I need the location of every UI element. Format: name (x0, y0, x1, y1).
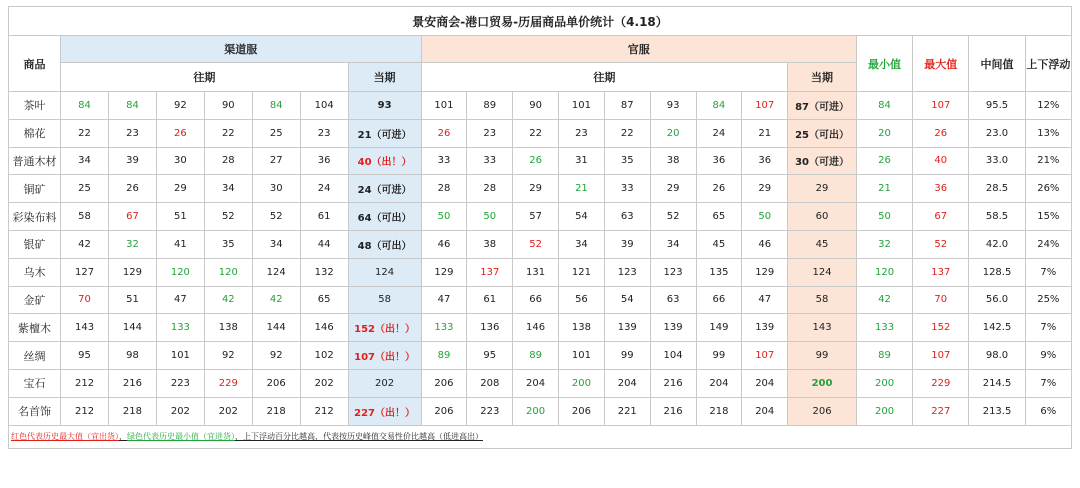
table-row (9, 175, 1072, 203)
official-past-price: 52 (650, 203, 696, 231)
product-name: 彩染布料 (9, 203, 61, 231)
channel-past-price: 101 (156, 342, 204, 370)
official-past-price: 93 (650, 92, 696, 120)
official-past-price: 33 (467, 147, 513, 175)
official-past-price: 34 (650, 230, 696, 258)
channel-past-price: 229 (204, 369, 252, 397)
official-past-price: 46 (742, 230, 788, 258)
product-name: 银矿 (9, 230, 61, 258)
official-past-price: 21 (559, 175, 605, 203)
channel-past-price: 22 (61, 119, 109, 147)
fluctuation-value: 7% (1025, 369, 1071, 397)
channel-current-price: 58 (348, 286, 421, 314)
header-official-past: 往期 (421, 63, 788, 92)
fluctuation-value: 15% (1025, 203, 1071, 231)
official-past-price: 208 (467, 369, 513, 397)
official-past-price: 45 (696, 230, 742, 258)
max-value: 137 (913, 258, 969, 286)
official-past-price: 129 (742, 258, 788, 286)
header-official-current: 当期 (788, 63, 857, 92)
product-name: 紫檀木 (9, 314, 61, 342)
median-value: 58.5 (969, 203, 1025, 231)
official-current-price: 45 (788, 230, 857, 258)
max-value: 70 (913, 286, 969, 314)
channel-past-price: 47 (156, 286, 204, 314)
channel-current-price: 202 (348, 369, 421, 397)
max-value: 107 (913, 342, 969, 370)
official-current-price: 60 (788, 203, 857, 231)
median-value: 42.0 (969, 230, 1025, 258)
official-current-price: 87（可进） (788, 92, 857, 120)
max-value: 40 (913, 147, 969, 175)
official-past-price: 21 (742, 119, 788, 147)
median-value: 98.0 (969, 342, 1025, 370)
max-value: 107 (913, 92, 969, 120)
channel-past-price: 202 (204, 397, 252, 425)
official-past-price: 129 (421, 258, 467, 286)
official-past-price: 31 (559, 147, 605, 175)
channel-past-price: 120 (156, 258, 204, 286)
table-row (9, 342, 1072, 370)
product-name: 茶叶 (9, 92, 61, 120)
official-past-price: 63 (604, 203, 650, 231)
official-past-price: 139 (742, 314, 788, 342)
channel-past-price: 42 (61, 230, 109, 258)
channel-past-price: 98 (109, 342, 157, 370)
table-row (9, 92, 1072, 120)
channel-past-price: 30 (252, 175, 300, 203)
median-value: 213.5 (969, 397, 1025, 425)
official-past-price: 200 (513, 397, 559, 425)
official-past-price: 38 (467, 230, 513, 258)
official-past-price: 50 (467, 203, 513, 231)
official-past-price: 101 (559, 92, 605, 120)
official-past-price: 26 (513, 147, 559, 175)
official-past-price: 20 (650, 119, 696, 147)
official-past-price: 206 (559, 397, 605, 425)
table-title: 景安商会-港口贸易-历届商品单价统计（4.18） (9, 7, 1072, 36)
official-past-price: 29 (742, 175, 788, 203)
note-red: 红色代表历史最大值（宜出货） (11, 432, 119, 442)
channel-past-price: 144 (109, 314, 157, 342)
max-value: 67 (913, 203, 969, 231)
header-median: 中间值 (969, 36, 1025, 92)
channel-past-price: 27 (252, 147, 300, 175)
header-channel-past: 往期 (61, 63, 349, 92)
channel-past-price: 104 (300, 92, 348, 120)
channel-past-price: 84 (109, 92, 157, 120)
channel-past-price: 65 (300, 286, 348, 314)
product-name: 金矿 (9, 286, 61, 314)
official-past-price: 87 (604, 92, 650, 120)
channel-past-price: 39 (109, 147, 157, 175)
official-past-price: 84 (696, 92, 742, 120)
min-value: 133 (856, 314, 912, 342)
official-past-price: 206 (421, 397, 467, 425)
official-past-price: 107 (742, 92, 788, 120)
price-table (8, 6, 1072, 449)
channel-past-price: 35 (204, 230, 252, 258)
min-value: 200 (856, 369, 912, 397)
official-past-price: 149 (696, 314, 742, 342)
channel-past-price: 51 (109, 286, 157, 314)
official-past-price: 36 (742, 147, 788, 175)
median-value: 23.0 (969, 119, 1025, 147)
official-past-price: 204 (513, 369, 559, 397)
official-past-price: 101 (421, 92, 467, 120)
official-past-price: 63 (650, 286, 696, 314)
table-row (9, 203, 1072, 231)
channel-current-price: 93 (348, 92, 421, 120)
official-past-price: 65 (696, 203, 742, 231)
channel-current-price: 64（可出） (348, 203, 421, 231)
median-value: 95.5 (969, 92, 1025, 120)
official-past-price: 34 (559, 230, 605, 258)
official-past-price: 46 (421, 230, 467, 258)
min-value: 50 (856, 203, 912, 231)
official-past-price: 26 (421, 119, 467, 147)
official-current-price: 30（可进） (788, 147, 857, 175)
channel-past-price: 26 (109, 175, 157, 203)
channel-past-price: 52 (252, 203, 300, 231)
official-past-price: 137 (467, 258, 513, 286)
note-sep-2: ， (235, 432, 243, 442)
median-value: 142.5 (969, 314, 1025, 342)
channel-past-price: 212 (61, 369, 109, 397)
fluctuation-value: 7% (1025, 258, 1071, 286)
channel-past-price: 202 (300, 369, 348, 397)
channel-past-price: 34 (61, 147, 109, 175)
channel-past-price: 102 (300, 342, 348, 370)
table-row (9, 286, 1072, 314)
official-past-price: 47 (742, 286, 788, 314)
official-past-price: 107 (742, 342, 788, 370)
official-past-price: 216 (650, 397, 696, 425)
official-past-price: 35 (604, 147, 650, 175)
channel-past-price: 144 (252, 314, 300, 342)
official-past-price: 57 (513, 203, 559, 231)
channel-past-price: 92 (156, 92, 204, 120)
median-value: 28.5 (969, 175, 1025, 203)
product-name: 名首饰 (9, 397, 61, 425)
channel-past-price: 127 (61, 258, 109, 286)
channel-past-price: 22 (204, 119, 252, 147)
channel-past-price: 90 (204, 92, 252, 120)
header-channel-server: 渠道服 (61, 36, 421, 63)
table-row (9, 258, 1072, 286)
note-rest: 上下浮动百分比越高，代表按历史峰值交易性价比越高（低进高出） (243, 432, 483, 442)
fluctuation-value: 25% (1025, 286, 1071, 314)
min-value: 26 (856, 147, 912, 175)
note-green: 绿色代表历史最小值（宜进货） (127, 432, 235, 442)
channel-past-price: 23 (109, 119, 157, 147)
max-value: 229 (913, 369, 969, 397)
official-past-price: 38 (650, 147, 696, 175)
channel-current-price: 227（出！） (348, 397, 421, 425)
official-past-price: 206 (421, 369, 467, 397)
channel-past-price: 30 (156, 147, 204, 175)
channel-past-price: 28 (204, 147, 252, 175)
max-value: 26 (913, 119, 969, 147)
fluctuation-value: 7% (1025, 314, 1071, 342)
channel-past-price: 42 (204, 286, 252, 314)
channel-past-price: 23 (300, 119, 348, 147)
channel-past-price: 120 (204, 258, 252, 286)
official-past-price: 36 (696, 147, 742, 175)
product-name: 宝石 (9, 369, 61, 397)
official-past-price: 61 (467, 286, 513, 314)
official-past-price: 66 (513, 286, 559, 314)
official-past-price: 121 (559, 258, 605, 286)
channel-past-price: 218 (252, 397, 300, 425)
official-past-price: 204 (742, 397, 788, 425)
official-past-price: 95 (467, 342, 513, 370)
min-value: 21 (856, 175, 912, 203)
channel-past-price: 61 (300, 203, 348, 231)
fluctuation-value: 9% (1025, 342, 1071, 370)
table-body (9, 92, 1072, 426)
max-value: 227 (913, 397, 969, 425)
max-value: 52 (913, 230, 969, 258)
channel-past-price: 212 (61, 397, 109, 425)
min-value: 89 (856, 342, 912, 370)
min-value: 42 (856, 286, 912, 314)
fluctuation-value: 6% (1025, 397, 1071, 425)
channel-past-price: 92 (204, 342, 252, 370)
official-past-price: 204 (696, 369, 742, 397)
official-past-price: 50 (742, 203, 788, 231)
channel-past-price: 138 (204, 314, 252, 342)
channel-past-price: 26 (156, 119, 204, 147)
official-past-price: 39 (604, 230, 650, 258)
fluctuation-value: 26% (1025, 175, 1071, 203)
note-sep-1: ， (119, 432, 127, 442)
min-value: 84 (856, 92, 912, 120)
max-value: 36 (913, 175, 969, 203)
channel-past-price: 124 (252, 258, 300, 286)
channel-past-price: 133 (156, 314, 204, 342)
channel-past-price: 25 (61, 175, 109, 203)
channel-current-price: 48（可出） (348, 230, 421, 258)
channel-past-price: 34 (204, 175, 252, 203)
channel-past-price: 223 (156, 369, 204, 397)
channel-past-price: 132 (300, 258, 348, 286)
official-past-price: 138 (559, 314, 605, 342)
official-past-price: 204 (604, 369, 650, 397)
channel-past-price: 58 (61, 203, 109, 231)
official-past-price: 218 (696, 397, 742, 425)
official-past-price: 89 (513, 342, 559, 370)
official-current-price: 143 (788, 314, 857, 342)
header-max: 最大值 (913, 36, 969, 92)
official-past-price: 22 (604, 119, 650, 147)
official-past-price: 28 (467, 175, 513, 203)
official-past-price: 123 (604, 258, 650, 286)
official-current-price: 206 (788, 397, 857, 425)
channel-past-price: 70 (61, 286, 109, 314)
official-past-price: 29 (513, 175, 559, 203)
channel-current-price: 21（可进） (348, 119, 421, 147)
official-past-price: 33 (604, 175, 650, 203)
channel-current-price: 107（出！） (348, 342, 421, 370)
header-min: 最小值 (856, 36, 912, 92)
median-value: 33.0 (969, 147, 1025, 175)
official-past-price: 54 (559, 203, 605, 231)
channel-past-price: 216 (109, 369, 157, 397)
official-past-price: 23 (559, 119, 605, 147)
channel-past-price: 202 (156, 397, 204, 425)
min-value: 120 (856, 258, 912, 286)
channel-past-price: 143 (61, 314, 109, 342)
official-current-price: 58 (788, 286, 857, 314)
official-past-price: 26 (696, 175, 742, 203)
min-value: 32 (856, 230, 912, 258)
legend-note (9, 425, 1072, 448)
channel-past-price: 84 (61, 92, 109, 120)
header-official-server: 官服 (421, 36, 856, 63)
channel-current-price: 124 (348, 258, 421, 286)
official-past-price: 23 (467, 119, 513, 147)
official-past-price: 99 (604, 342, 650, 370)
header-channel-current: 当期 (348, 63, 421, 92)
channel-past-price: 24 (300, 175, 348, 203)
channel-current-price: 152（出！） (348, 314, 421, 342)
official-past-price: 50 (421, 203, 467, 231)
channel-past-price: 32 (109, 230, 157, 258)
table-row (9, 397, 1072, 425)
channel-past-price: 206 (252, 369, 300, 397)
official-past-price: 146 (513, 314, 559, 342)
official-past-price: 223 (467, 397, 513, 425)
official-past-price: 24 (696, 119, 742, 147)
channel-past-price: 29 (156, 175, 204, 203)
official-current-price: 99 (788, 342, 857, 370)
fluctuation-value: 13% (1025, 119, 1071, 147)
fluctuation-value: 21% (1025, 147, 1071, 175)
official-past-price: 47 (421, 286, 467, 314)
official-current-price: 25（可出） (788, 119, 857, 147)
table-row (9, 230, 1072, 258)
official-past-price: 29 (650, 175, 696, 203)
min-value: 20 (856, 119, 912, 147)
official-past-price: 123 (650, 258, 696, 286)
product-name: 棉花 (9, 119, 61, 147)
fluctuation-value: 24% (1025, 230, 1071, 258)
official-current-price: 200 (788, 369, 857, 397)
official-past-price: 131 (513, 258, 559, 286)
channel-current-price: 24（可进） (348, 175, 421, 203)
channel-past-price: 41 (156, 230, 204, 258)
channel-past-price: 218 (109, 397, 157, 425)
table-row (9, 147, 1072, 175)
channel-past-price: 42 (252, 286, 300, 314)
official-past-price: 135 (696, 258, 742, 286)
channel-past-price: 84 (252, 92, 300, 120)
official-past-price: 139 (650, 314, 696, 342)
channel-past-price: 52 (204, 203, 252, 231)
official-past-price: 52 (513, 230, 559, 258)
channel-past-price: 67 (109, 203, 157, 231)
official-past-price: 221 (604, 397, 650, 425)
official-past-price: 216 (650, 369, 696, 397)
channel-past-price: 25 (252, 119, 300, 147)
official-past-price: 133 (421, 314, 467, 342)
official-past-price: 28 (421, 175, 467, 203)
official-past-price: 204 (742, 369, 788, 397)
channel-past-price: 95 (61, 342, 109, 370)
table-row (9, 119, 1072, 147)
official-current-price: 124 (788, 258, 857, 286)
channel-past-price: 44 (300, 230, 348, 258)
table-row (9, 314, 1072, 342)
median-value: 214.5 (969, 369, 1025, 397)
channel-past-price: 36 (300, 147, 348, 175)
official-past-price: 139 (604, 314, 650, 342)
median-value: 56.0 (969, 286, 1025, 314)
channel-current-price: 40（出！） (348, 147, 421, 175)
max-value: 152 (913, 314, 969, 342)
channel-past-price: 34 (252, 230, 300, 258)
channel-past-price: 129 (109, 258, 157, 286)
official-past-price: 54 (604, 286, 650, 314)
product-name: 铜矿 (9, 175, 61, 203)
official-past-price: 89 (467, 92, 513, 120)
official-past-price: 200 (559, 369, 605, 397)
official-past-price: 22 (513, 119, 559, 147)
median-value: 128.5 (969, 258, 1025, 286)
official-past-price: 56 (559, 286, 605, 314)
official-past-price: 104 (650, 342, 696, 370)
table-row (9, 369, 1072, 397)
product-name: 乌木 (9, 258, 61, 286)
header-fluctuation: 上下浮动 (1025, 36, 1071, 92)
product-name: 普通木材 (9, 147, 61, 175)
channel-past-price: 51 (156, 203, 204, 231)
min-value: 200 (856, 397, 912, 425)
official-past-price: 33 (421, 147, 467, 175)
product-name: 丝绸 (9, 342, 61, 370)
official-past-price: 89 (421, 342, 467, 370)
official-current-price: 29 (788, 175, 857, 203)
official-past-price: 136 (467, 314, 513, 342)
channel-past-price: 212 (300, 397, 348, 425)
fluctuation-value: 12% (1025, 92, 1071, 120)
official-past-price: 99 (696, 342, 742, 370)
channel-past-price: 92 (252, 342, 300, 370)
official-past-price: 90 (513, 92, 559, 120)
channel-past-price: 146 (300, 314, 348, 342)
official-past-price: 101 (559, 342, 605, 370)
official-past-price: 66 (696, 286, 742, 314)
header-product: 商品 (9, 36, 61, 92)
